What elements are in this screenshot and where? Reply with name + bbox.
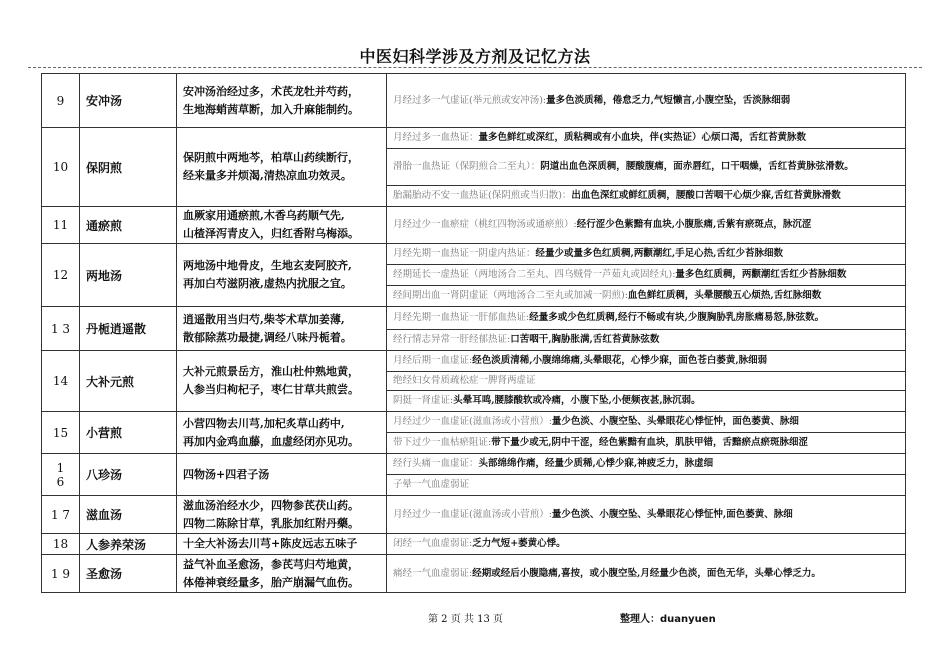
table-row [42, 351, 906, 372]
verse-line: 小营四物去川芎,加杞炙草山药中, [183, 416, 345, 430]
syndrome-pattern [387, 372, 906, 391]
syndrome-symptoms: 出血色深红或鲜红质稠，腰酸口苦咽干心烦少寐,舌红苔黄脉滑数 [571, 190, 841, 201]
row-number: 9 [42, 74, 80, 128]
syndrome-pattern [387, 207, 906, 244]
syndrome-type: 月经过少一血瘀症（桃红四物汤或通瘀煎）: [393, 219, 577, 230]
page-title: 中医妇科学涉及方剂及记忆方法 [359, 47, 591, 66]
syndrome-pattern [387, 330, 906, 351]
prescription-name: 两地汤 [80, 244, 177, 307]
syndrome-pattern [387, 454, 906, 475]
row-number: 1 6 [42, 454, 80, 496]
prescription-name: 人参养荣汤 [80, 534, 177, 555]
syndrome-type: 带下过少一血枯瘀阻证: [393, 437, 492, 448]
mnemonic-verse [177, 244, 387, 307]
table-row [42, 128, 906, 149]
row-number: 14 [42, 351, 80, 412]
syndrome-type: 闭经一气血虚弱证: [393, 538, 473, 549]
syndrome-pattern [387, 391, 906, 412]
syndrome-type: 绝经妇女骨质疏松症一脾肾两虚证 [393, 375, 536, 386]
verse-line: 山楂泽泻青皮入，归红香附乌梅添。 [183, 227, 359, 240]
syndrome-symptoms: 经行涩少色紫黯有血块,小腹胀痛,舌紫有瘀斑点，脉沉涩 [576, 219, 812, 230]
syndrome-pattern [387, 149, 906, 186]
table-row [42, 412, 906, 433]
prescription-name: 丹栀逍遥散 [80, 307, 177, 351]
row-number: 12 [42, 244, 80, 307]
prescription-name: 通瘀煎 [80, 207, 177, 244]
prescription-name: 圣愈汤 [80, 555, 177, 593]
syndrome-type: 经期延长一虚热证（两地汤合二至丸、四乌贼骨一芦茹丸或固经丸): [393, 269, 676, 280]
verse-line: 再加白芍滋阴液,虚热内扰服之宜。 [183, 277, 352, 290]
syndrome-type: 月经先期一血热证一肝郁血热证: [393, 312, 530, 323]
syndrome-type: 胎漏胎动不安一血热证(保阴煎或当归散)： [393, 190, 572, 201]
prescription-name: 滋血汤 [80, 496, 177, 534]
table-row [42, 534, 906, 555]
syndrome-type: 月经过多一血热证： [393, 132, 479, 143]
row-number: 1 3 [42, 307, 80, 351]
syndrome-pattern [387, 496, 906, 534]
table-row [42, 207, 906, 244]
syndrome-type: 滑胎一血热证（保阴煎合二至丸）： [393, 161, 541, 172]
syndrome-pattern [387, 286, 906, 307]
mnemonic-verse [177, 351, 387, 412]
syndrome-symptoms: 阴道出血色深质稠，腰酸腹痛，面赤唇红，口干咽燥，舌红苔黄脉弦滑数。 [540, 161, 854, 172]
page-number: 第 2 页 共 13 页 [428, 614, 503, 625]
syndrome-type: 经行头痛一血虚证： [393, 458, 479, 469]
prescription-table [41, 73, 906, 593]
row-number: 18 [42, 534, 80, 555]
verse-line: 滋血汤治经水少，四物参芪茯山药。 [183, 498, 359, 512]
verse-line: 四物二陈除甘草，乳胀加红附丹藥。 [183, 516, 359, 530]
syndrome-type: 月经过多一气虚证(举元煎或安冲汤): [393, 94, 547, 106]
syndrome-symptoms: 量多色淡质稀，倦怠乏力,气短懒言,小腹空坠，舌淡脉细弱 [546, 94, 791, 106]
syndrome-pattern [387, 186, 906, 207]
table-row [42, 74, 906, 128]
verse-line: 经来量多并烦渴,清热凉血功效灵。 [183, 169, 352, 182]
mnemonic-verse [177, 307, 387, 351]
syndrome-type: 月经后期一血虚证: [393, 355, 473, 366]
verse-line: 人参当归枸杞子，枣仁甘草共煎尝。 [183, 383, 359, 396]
syndrome-symptoms: 经量少或量多色红质稠,两颧潮红,手足心热,舌红少苔脉细数 [535, 248, 783, 259]
table-row [42, 307, 906, 330]
mnemonic-verse [177, 454, 387, 496]
syndrome-type: 阴挺一肾虚证: [393, 395, 454, 406]
syndrome-type: 月经过少一血虚证(滋血汤或小营煎）: [393, 416, 552, 427]
syndrome-type: 经间期出血一肾阴虚证（两地汤合二至丸或加减一阴煎): [393, 290, 628, 301]
row-number: 10 [42, 128, 80, 207]
table-row [42, 496, 906, 534]
row-number: 15 [42, 412, 80, 454]
syndrome-pattern [387, 244, 906, 265]
syndrome-symptoms: 头部绵绵作痛，经量少质稀,心悸少寐,神疲乏力，脉虚细 [478, 458, 714, 469]
syndrome-symptoms: 带下量少或无,阴中干涩，经色紫黯有血块，肌肤甲错，舌黯瘀点瘀斑脉细涩 [491, 437, 809, 448]
mnemonic-verse [177, 496, 387, 534]
syndrome-symptoms: 经量多或少色红质稠,经行不畅或有块,少腹胸胁乳房胀痛易怒,脉弦数。 [529, 312, 825, 323]
verse-line: 生地海蛸茜草断，加入升麻能制约。 [183, 102, 359, 116]
syndrome-type: 月经先期一血热证一阴虚内热证： [393, 248, 536, 259]
syndrome-symptoms: 血色鲜红质稠，头晕腰酸五心烦热,舌红脉细数 [627, 290, 822, 301]
syndrome-pattern [387, 555, 906, 593]
syndrome-pattern [387, 534, 906, 555]
syndrome-symptoms: 经期或经后小腹隐痛,喜按，或小腹空坠,月经量少色淡，面色无华，头晕心悸乏力。 [472, 567, 821, 579]
mnemonic-verse [177, 534, 387, 555]
syndrome-symptoms: 量多色鲜红或深红，质粘稠或有小血块，伴(实热证）心烦口渴，舌红苔黄脉数 [478, 132, 807, 143]
syndrome-symptoms: 量少色淡、小腹空坠、头晕眼花心悸怔忡,面色萎黄、脉细 [551, 508, 793, 520]
mnemonic-verse [177, 74, 387, 128]
syndrome-symptoms: 经色淡质清稀,小腹绵绵痛,头晕眼花，心悸少寐，面色苍白萎黄,脉细弱 [472, 355, 768, 366]
table-row [42, 454, 906, 475]
verse-line: 逍遥散用当归芍,柴苓术草加姜薄, [183, 312, 345, 326]
prescription-name: 小营煎 [80, 412, 177, 454]
syndrome-pattern [387, 351, 906, 372]
syndrome-symptoms: 量少色淡、小腹空坠、头晕眼花心悸怔忡，面色萎黄、脉细 [551, 416, 799, 427]
syndrome-type: 子晕一气血虚弱证 [393, 479, 470, 490]
row-number: 1 7 [42, 496, 80, 534]
verse-line: 两地汤中地骨皮，生地玄麦阿胶齐, [183, 259, 352, 272]
verse-line: 大补元煎景岳方，淮山杜仲熟地黄， [183, 365, 359, 378]
syndrome-symptoms: 头晕耳鸣,腰膝酸软或冷痛，小腹下坠,小便频夜甚,脉沉弱。 [453, 395, 701, 406]
mnemonic-verse [177, 555, 387, 593]
mnemonic-verse [177, 412, 387, 454]
syndrome-pattern [387, 475, 906, 496]
syndrome-pattern [387, 74, 906, 128]
syndrome-type: 痛经一气血虚弱证: [393, 567, 473, 579]
syndrome-symptoms: 乏力气短+萎黄心悸。 [472, 538, 566, 549]
table-row [42, 244, 906, 265]
syndrome-symptoms: 口苦咽干,胸胁胀满,舌红苔黄脉弦数 [510, 334, 660, 345]
verse-line: 十全大补汤去川芎+陈皮远志五味子 [183, 537, 358, 550]
syndrome-symptoms: 量多色红质稠，两颧潮红舌红少苔脉细数 [675, 269, 847, 280]
verse-line: 四物汤+四君子汤 [183, 467, 270, 481]
row-number: 1 9 [42, 555, 80, 593]
syndrome-type: 经行情志异常一肝经郁热证: [393, 334, 511, 345]
syndrome-pattern [387, 412, 906, 433]
verse-line: 散郁除蒸功最捷,调经八味丹栀着。 [183, 330, 352, 344]
verse-line: 安冲汤治经过多，术芪龙牡并芍药， [183, 84, 359, 98]
prescription-name: 大补元煎 [80, 351, 177, 412]
verse-line: 血厥家用通瘀煎,木香乌药顺气先, [183, 209, 345, 222]
syndrome-pattern [387, 128, 906, 149]
table-row [42, 555, 906, 593]
verse-line: 体倦神衰经量多，胎产崩漏气血伤。 [183, 575, 359, 589]
syndrome-pattern [387, 433, 906, 454]
row-number: 11 [42, 207, 80, 244]
syndrome-pattern [387, 265, 906, 286]
mnemonic-verse [177, 128, 387, 207]
verse-line: 益气补血圣愈汤，参芪芎归芍地黄， [183, 557, 359, 571]
verse-line: 再加内金鸡血藤，血虚经闭亦见功。 [183, 434, 359, 448]
prescription-name: 安冲汤 [80, 74, 177, 128]
mnemonic-verse [177, 207, 387, 244]
title-divider [28, 67, 922, 68]
organizer-credit: 整理人：duanyuen [620, 614, 716, 625]
syndrome-pattern [387, 307, 906, 330]
verse-line: 保阴煎中两地芩，柏草山药续断行， [183, 151, 359, 164]
prescription-name: 八珍汤 [80, 454, 177, 496]
prescription-name: 保阴煎 [80, 128, 177, 207]
syndrome-type: 月经过少一血虚证(滋血汤或小营煎）: [393, 508, 552, 520]
